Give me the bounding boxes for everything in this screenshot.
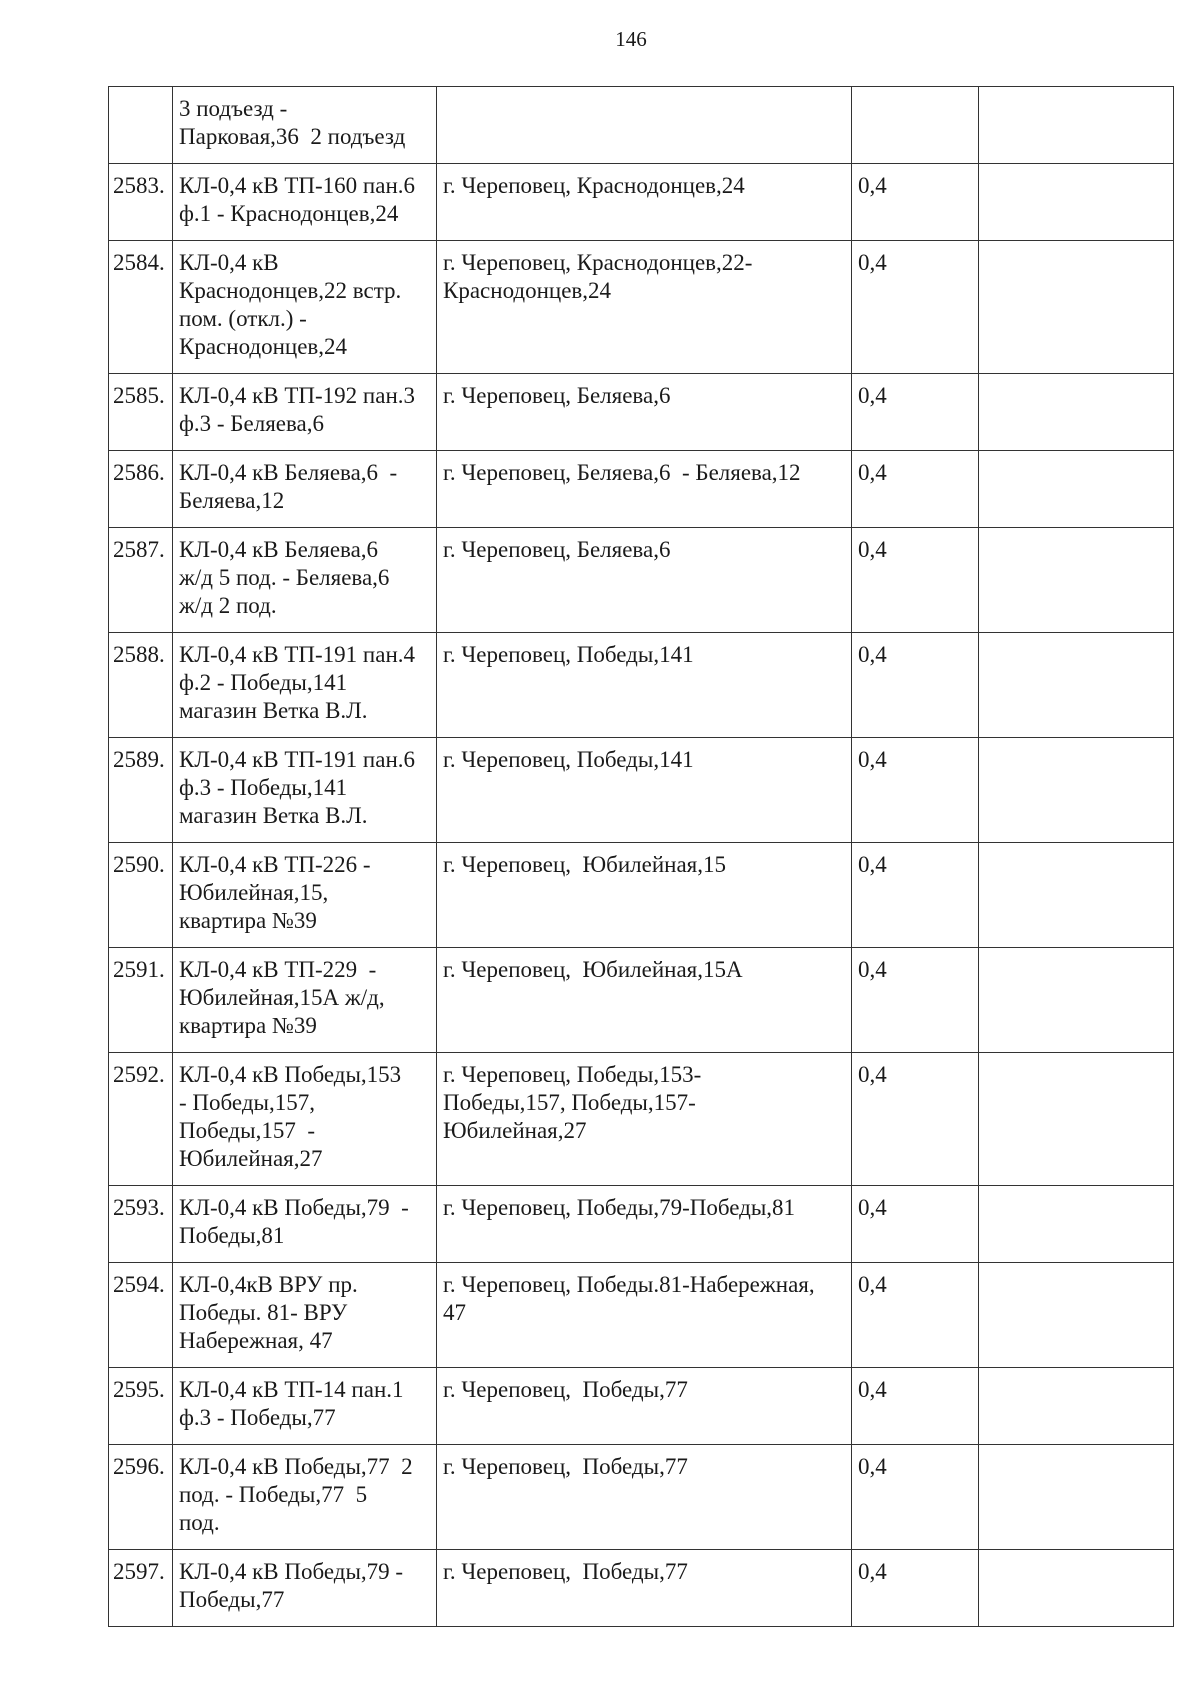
voltage-cell: 0,4 [852,738,979,843]
line-name-cell: КЛ-0,4 кВ Беляева,6 ж/д 5 под. - Беляева,6 ж/д 2 под. [173,528,437,633]
line-name-cell: КЛ-0,4 кВ ТП-191 пан.4 ф.2 - Победы,141 магазин Ветка В.Л. [173,633,437,738]
note-cell [979,1445,1174,1550]
row-number-cell: 2589. [109,738,173,843]
note-cell [979,1263,1174,1368]
line-name-cell: КЛ-0,4кВ ВРУ пр. Победы. 81- ВРУ Набережная, 47 [173,1263,437,1368]
voltage-cell: 0,4 [852,374,979,451]
row-number-cell: 2586. [109,451,173,528]
table-row [109,241,1174,374]
address-cell: г. Череповец, Краснодонцев,24 [437,164,852,241]
note-cell [979,87,1174,164]
line-name-cell: КЛ-0,4 кВ Победы,79 - Победы,77 [173,1550,437,1627]
note-cell [979,374,1174,451]
registry-table [108,86,1174,1627]
line-name-cell: КЛ-0,4 кВ Победы,153 - Победы,157, Победы,157 - Юбилейная,27 [173,1053,437,1186]
row-number-cell: 2591. [109,948,173,1053]
note-cell [979,241,1174,374]
voltage-cell: 0,4 [852,1368,979,1445]
table-row [109,374,1174,451]
address-cell: г. Череповец, Юбилейная,15 [437,843,852,948]
address-cell: г. Череповец, Победы,141 [437,738,852,843]
table-row [109,843,1174,948]
note-cell [979,528,1174,633]
voltage-cell: 0,4 [852,1445,979,1550]
row-number-cell: 2592. [109,1053,173,1186]
line-name-cell: КЛ-0,4 кВ ТП-160 пан.6 ф.1 - Краснодонцев,24 [173,164,437,241]
voltage-cell: 0,4 [852,1053,979,1186]
line-name-cell: 3 подъезд - Парковая,36 2 подъезд [173,87,437,164]
address-cell [437,87,852,164]
row-number-cell: 2588. [109,633,173,738]
voltage-cell: 0,4 [852,1186,979,1263]
table-row [109,1550,1174,1627]
voltage-cell: 0,4 [852,948,979,1053]
row-number-cell: 2594. [109,1263,173,1368]
row-number-cell: 2593. [109,1186,173,1263]
table-row [109,1053,1174,1186]
line-name-cell: КЛ-0,4 кВ ТП-191 пан.6 ф.3 - Победы,141 магазин Ветка В.Л. [173,738,437,843]
note-cell [979,1550,1174,1627]
address-cell: г. Череповец, Юбилейная,15А [437,948,852,1053]
row-number-cell: 2597. [109,1550,173,1627]
line-name-cell: КЛ-0,4 кВ ТП-192 пан.3 ф.3 - Беляева,6 [173,374,437,451]
voltage-cell: 0,4 [852,1263,979,1368]
line-name-cell: КЛ-0,4 кВ ТП-14 пан.1 ф.3 - Победы,77 [173,1368,437,1445]
address-cell: г. Череповец, Беляева,6 [437,374,852,451]
note-cell [979,948,1174,1053]
row-number-cell: 2585. [109,374,173,451]
address-cell: г. Череповец, Победы.81-Набережная, 47 [437,1263,852,1368]
voltage-cell: 0,4 [852,633,979,738]
registry-table-body [109,87,1174,1627]
row-number-cell [109,87,173,164]
note-cell [979,633,1174,738]
address-cell: г. Череповец, Беляева,6 - Беляева,12 [437,451,852,528]
table-row [109,1368,1174,1445]
note-cell [979,164,1174,241]
line-name-cell: КЛ-0,4 кВ Победы,79 - Победы,81 [173,1186,437,1263]
voltage-cell [852,87,979,164]
address-cell: г. Череповец, Победы,141 [437,633,852,738]
voltage-cell: 0,4 [852,451,979,528]
address-cell: г. Череповец, Победы,77 [437,1368,852,1445]
table-row [109,451,1174,528]
table-row [109,87,1174,164]
row-number-cell: 2590. [109,843,173,948]
row-number-cell: 2584. [109,241,173,374]
table-row [109,633,1174,738]
address-cell: г. Череповец, Победы,77 [437,1550,852,1627]
table-row [109,738,1174,843]
address-cell: г. Череповец, Победы,77 [437,1445,852,1550]
note-cell [979,1368,1174,1445]
voltage-cell: 0,4 [852,164,979,241]
note-cell [979,451,1174,528]
table-row [109,1186,1174,1263]
page-number: 146 [615,27,647,51]
address-cell: г. Череповец, Победы,79-Победы,81 [437,1186,852,1263]
table-row [109,1263,1174,1368]
row-number-cell: 2583. [109,164,173,241]
note-cell [979,738,1174,843]
line-name-cell: КЛ-0,4 кВ ТП-229 - Юбилейная,15А ж/д, квартира №39 [173,948,437,1053]
address-cell: г. Череповец, Победы,153- Победы,157, Победы,157- Юбилейная,27 [437,1053,852,1186]
row-number-cell: 2595. [109,1368,173,1445]
address-cell: г. Череповец, Краснодонцев,22- Краснодонцев,24 [437,241,852,374]
row-number-cell: 2596. [109,1445,173,1550]
address-cell: г. Череповец, Беляева,6 [437,528,852,633]
note-cell [979,1186,1174,1263]
line-name-cell: КЛ-0,4 кВ Беляева,6 - Беляева,12 [173,451,437,528]
line-name-cell: КЛ-0,4 кВ Краснодонцев,22 встр. пом. (откл.) - Краснодонцев,24 [173,241,437,374]
voltage-cell: 0,4 [852,843,979,948]
line-name-cell: КЛ-0,4 кВ Победы,77 2 под. - Победы,77 5 под. [173,1445,437,1550]
table-row [109,164,1174,241]
table-row [109,948,1174,1053]
row-number-cell: 2587. [109,528,173,633]
table-row [109,528,1174,633]
voltage-cell: 0,4 [852,241,979,374]
voltage-cell: 0,4 [852,1550,979,1627]
note-cell [979,1053,1174,1186]
voltage-cell: 0,4 [852,528,979,633]
note-cell [979,843,1174,948]
table-row [109,1445,1174,1550]
line-name-cell: КЛ-0,4 кВ ТП-226 - Юбилейная,15, квартира №39 [173,843,437,948]
